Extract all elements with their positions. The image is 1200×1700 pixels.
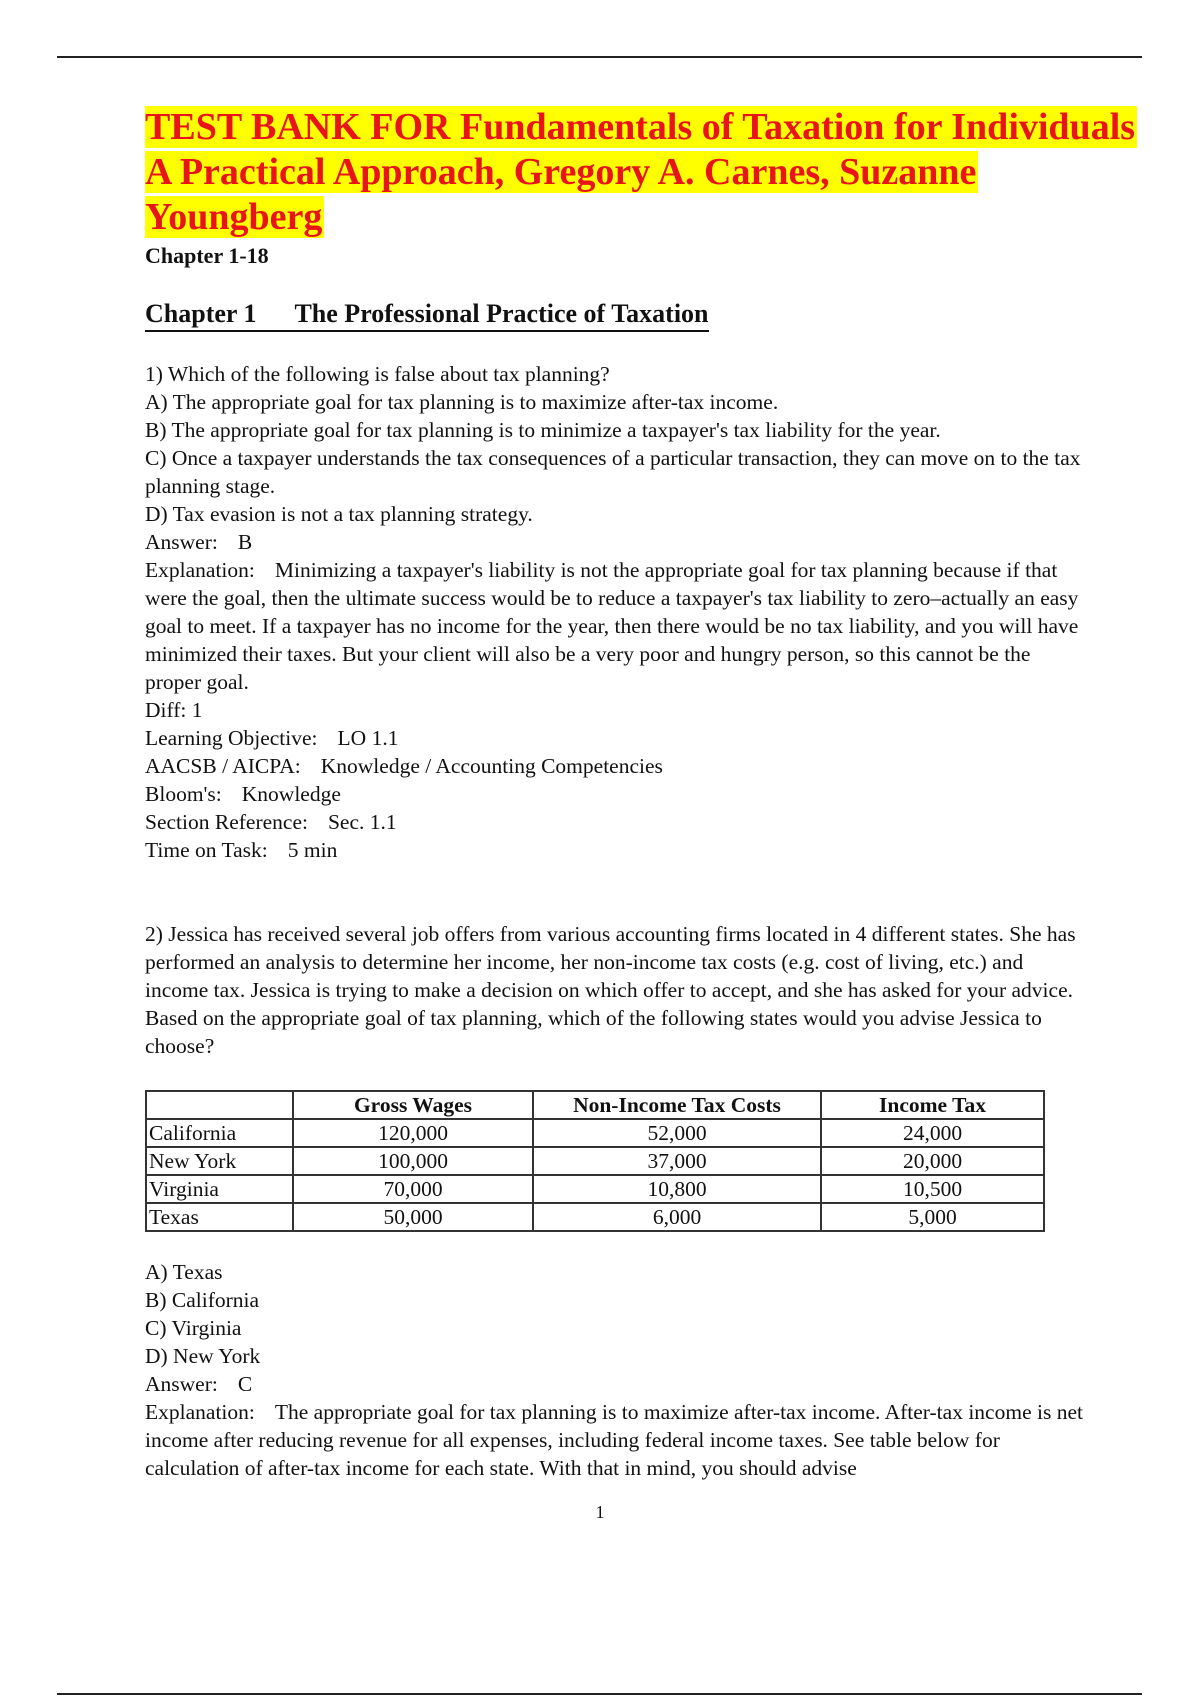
meta-value: Knowledge / Accounting Competencies [320,754,663,778]
question-2 [145,920,1090,1060]
page-number: 1 [595,1502,605,1522]
top-rule [57,56,1142,58]
table-header-cell: Gross Wages [293,1091,533,1119]
table-row [146,1203,1044,1231]
meta-value: LO 1.1 [337,726,399,750]
table-cell: 70,000 [293,1175,533,1203]
question-2-option-b: B) California [145,1288,260,1312]
meta-time-on-task [145,836,1090,864]
state-comparison-table [145,1090,1045,1232]
table-row [146,1175,1044,1203]
bottom-rule [57,1693,1142,1695]
explanation-label: Explanation: [145,558,255,582]
question-1-stem: 1) Which of the following is false about tax planning? [145,362,610,386]
question-2-choices [145,1258,1090,1482]
table-header-cell [146,1091,293,1119]
meta-label: AACSB / AICPA: [145,754,301,778]
question-2-stem: 2) Jessica has received several job offers from various accounting firms located in 4 different states. She has performed an analysis to determine her income, her non-income tax costs (e.g. cost of living, etc.) and income tax. Jessica is trying to make a decision on which offer to accept, and she has asked for your advice. Based on the appropriate goal of tax planning, which of the following states would you advise Jessica to choose? [145,922,1076,1058]
table-cell-state: Texas [146,1203,293,1231]
question-1-option-b: B) The appropriate goal for tax planning is to minimize a taxpayer's tax liability for the year. [145,418,941,442]
document-title [145,105,1175,240]
table-cell: 24,000 [821,1119,1044,1147]
question-1-option-d: D) Tax evasion is not a tax planning strategy. [145,502,533,526]
question-1-option-a: A) The appropriate goal for tax planning is to maximize after-tax income. [145,390,779,414]
chapter-name: The Professional Practice of Taxation [294,299,709,328]
meta-label: Bloom's: [145,782,222,806]
table-cell: 6,000 [533,1203,821,1231]
question-2-option-d: D) New York [145,1344,261,1368]
meta-blooms [145,780,1090,808]
meta-label: Section Reference: [145,810,308,834]
question-2-option-c: C) Virginia [145,1316,242,1340]
question-1-answer [145,528,1090,556]
title-line-1: TEST BANK FOR Fundamentals of Taxation for Individuals [145,106,1136,148]
table-cell: 120,000 [293,1119,533,1147]
table-cell: 20,000 [821,1147,1044,1175]
meta-value: Knowledge [241,782,341,806]
table-cell-state: California [146,1119,293,1147]
table-cell: 52,000 [533,1119,821,1147]
meta-value: Sec. 1.1 [327,810,397,834]
table-cell: 10,800 [533,1175,821,1203]
question-1 [145,360,1090,864]
question-2-answer [145,1370,1090,1398]
question-1-diff: Diff: 1 [145,698,203,722]
explanation-text: The appropriate goal for tax planning is to maximize after-tax income. After-tax income is net income after reducing revenue for all expenses, including federal income taxes. See table below for calculation of after-tax income for each state. With that in mind, you should advise [145,1400,1083,1480]
table-cell: 50,000 [293,1203,533,1231]
question-2-explanation [145,1398,1090,1482]
table-row [146,1147,1044,1175]
meta-label: Learning Objective: [145,726,318,750]
answer-label: Answer: [145,1372,218,1396]
explanation-label: Explanation: [145,1400,255,1424]
chapter-heading [145,298,709,332]
table-cell: 10,500 [821,1175,1044,1203]
document-subtitle: Chapter 1-18 [145,243,269,268]
title-line-3: Youngberg [145,196,323,238]
table-cell: 5,000 [821,1203,1044,1231]
table-cell: 37,000 [533,1147,821,1175]
table-cell-state: New York [146,1147,293,1175]
chapter-number: Chapter 1 [145,299,257,328]
table-row [146,1119,1044,1147]
table-header-cell: Non-Income Tax Costs [533,1091,821,1119]
table-cell: 100,000 [293,1147,533,1175]
table-cell-state: Virginia [146,1175,293,1203]
question-2-option-a: A) Texas [145,1260,223,1284]
meta-value: 5 min [287,838,338,862]
meta-label: Time on Task: [145,838,268,862]
answer-value: C [237,1372,253,1396]
meta-learning-objective [145,724,1090,752]
answer-value: B [237,530,253,554]
question-1-option-c: C) Once a taxpayer understands the tax consequences of a particular transaction, they can move on to the tax planning stage. [145,446,1081,498]
table-header-cell: Income Tax [821,1091,1044,1119]
answer-label: Answer: [145,530,218,554]
explanation-text: Minimizing a taxpayer's liability is not the appropriate goal for tax planning because if that were the goal, then the ultimate success would be to reduce a taxpayer's tax liability to zero–actually an easy goal to meet. If a taxpayer has no income for the year, then there would be no tax liability, and you will have minimized their taxes. But your client will also be a very poor and hungry person, so this cannot be the proper goal. [145,558,1079,694]
title-line-2: A Practical Approach, Gregory A. Carnes, Suzanne [145,151,977,193]
table-header-row [146,1091,1044,1119]
document-page [145,105,1175,1482]
meta-section-reference [145,808,1090,836]
question-1-explanation [145,556,1090,696]
meta-aacsb [145,752,1090,780]
